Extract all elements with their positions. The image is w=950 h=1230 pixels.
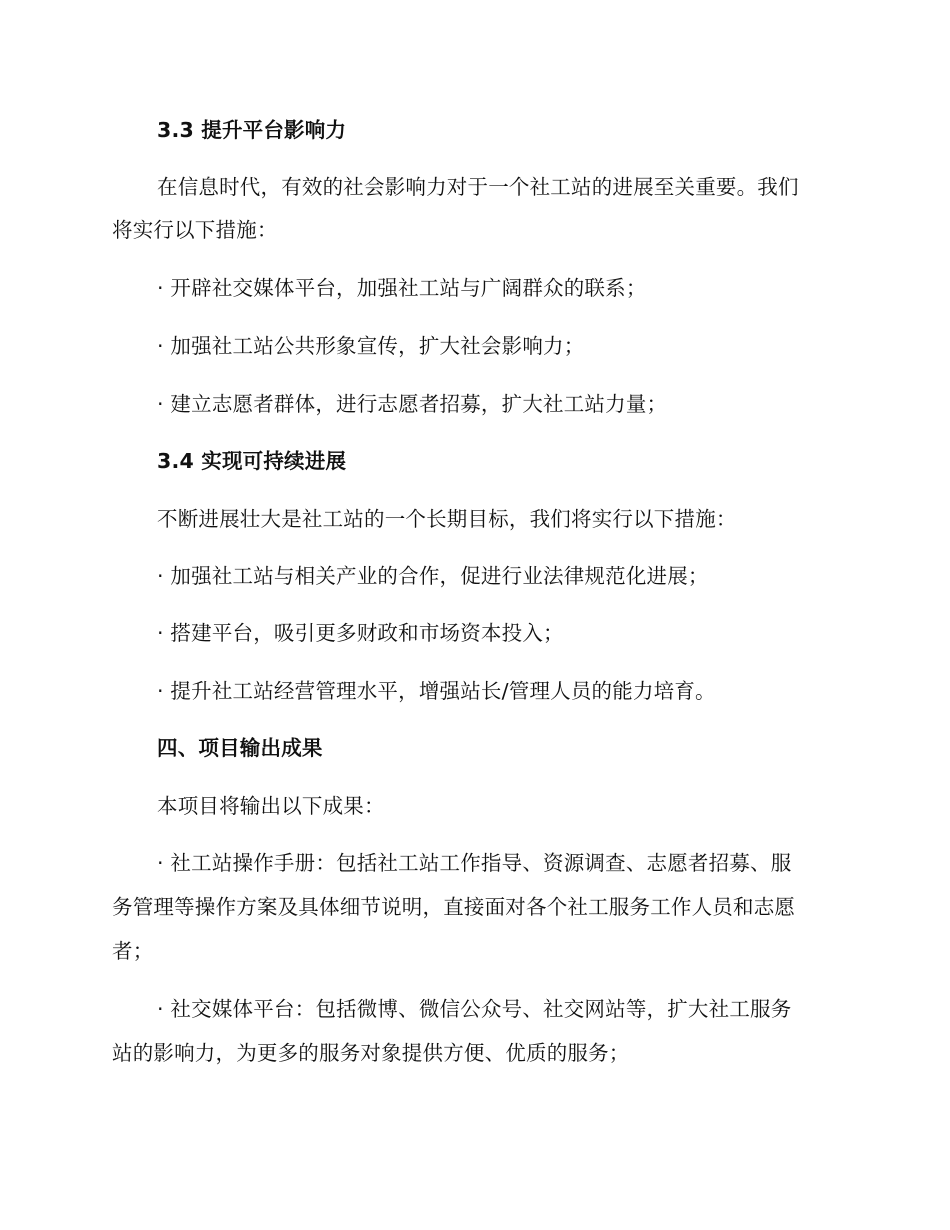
bullet-item: · 加强社工站公共形象宣传，扩大社会影响力； <box>157 334 585 358</box>
paragraph-line: 者； <box>112 939 154 963</box>
bullet-item: · 建立志愿者群体，进行志愿者招募，扩大社工站力量； <box>157 392 668 416</box>
paragraph-line: 不断进展壮大是社工站的一个长期目标，我们将实行以下措施： <box>157 507 737 531</box>
paragraph-line: 务管理等操作方案及具体细节说明，直接面对各个社工服务工作人员和志愿 <box>112 895 796 919</box>
bullet-item: · 提升社工站经营管理水平，增强站长/管理人员的能力培育。 <box>157 679 716 703</box>
section-heading-3-3: 3.3 提升平台影响力 <box>157 118 347 142</box>
paragraph-line: 在信息时代，有效的社会影响力对于一个社工站的进展至关重要。我们 <box>157 175 799 199</box>
paragraph-line: 本项目将输出以下成果： <box>157 794 385 818</box>
section-heading-4: 四、项目输出成果 <box>157 736 323 760</box>
paragraph-line: 将实行以下措施： <box>112 218 278 242</box>
bullet-item: · 社交媒体平台：包括微博、微信公众号、社交网站等，扩大社工服务 <box>157 997 792 1021</box>
bullet-item: · 搭建平台，吸引更多财政和市场资本投入； <box>157 621 564 645</box>
paragraph-line: 站的影响力，为更多的服务对象提供方便、优质的服务； <box>112 1041 630 1065</box>
section-heading-3-4: 3.4 实现可持续进展 <box>157 449 347 473</box>
bullet-item: · 开辟社交媒体平台，加强社工站与广阔群众的联系； <box>157 276 647 300</box>
bullet-item: · 加强社工站与相关产业的合作，促进行业法律规范化进展； <box>157 564 709 588</box>
bullet-item: · 社工站操作手册：包括社工站工作指导、资源调查、志愿者招募、服 <box>157 851 792 875</box>
